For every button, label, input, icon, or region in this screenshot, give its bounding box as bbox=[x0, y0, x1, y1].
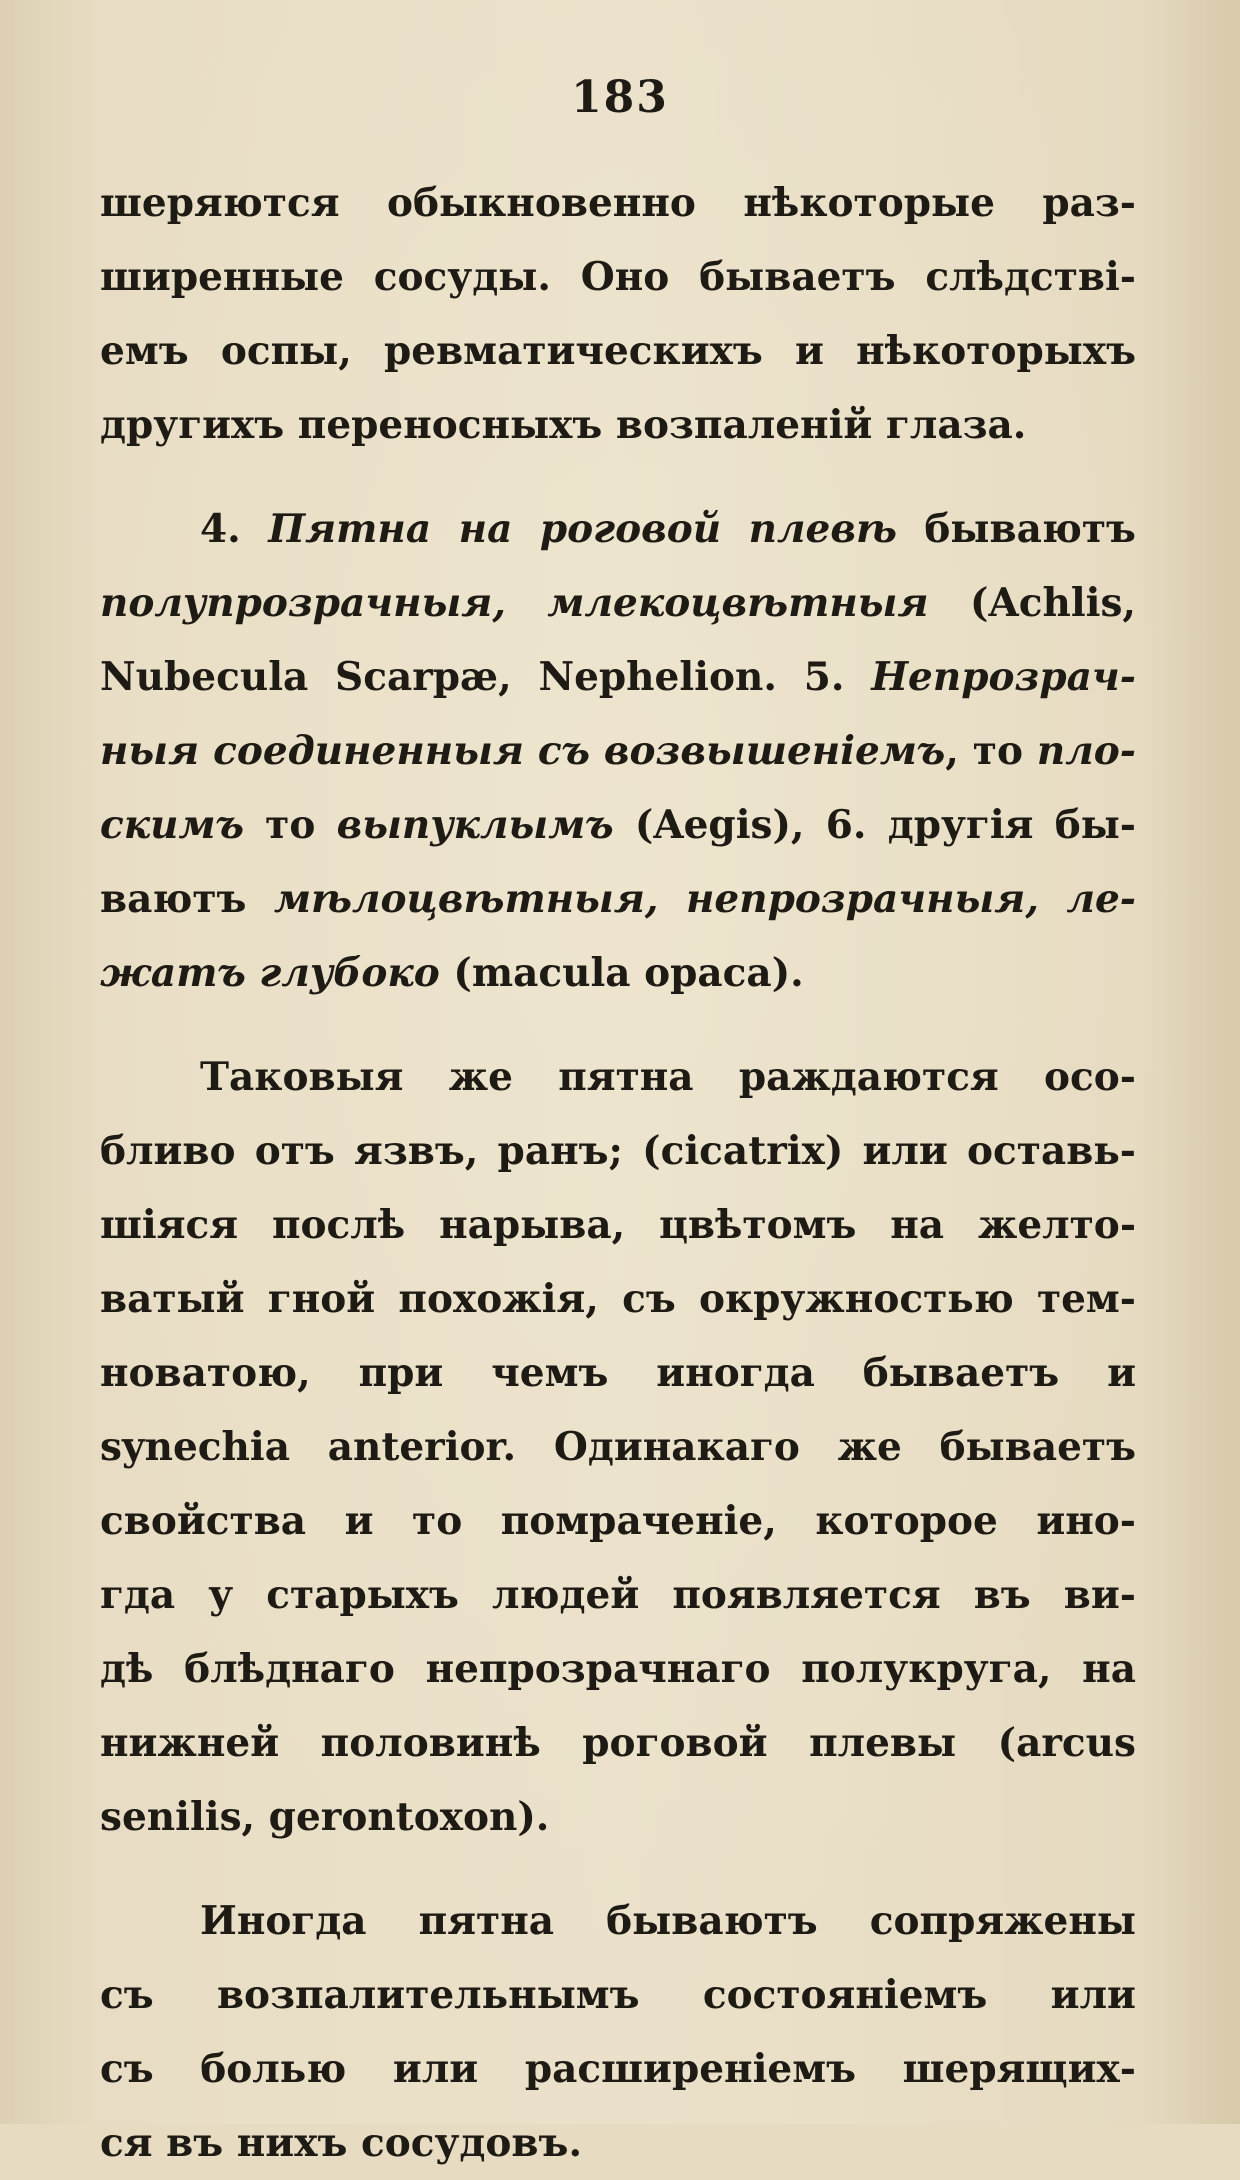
text-line: скимъ то выпуклымъ (Aegis), 6. другiя бы- bbox=[100, 802, 1136, 848]
paragraph-gap bbox=[100, 1010, 1136, 1040]
text-line: новатою, при чемъ иногда бываетъ и bbox=[100, 1350, 1136, 1396]
text-line: другихъ переносныхъ возпаленiй глаза. bbox=[100, 402, 1027, 448]
text-line: полупрозрачныя, млекоцвѣтныя (Achlis, bbox=[100, 580, 1136, 626]
text-line: ся въ нихъ сосудовъ. bbox=[100, 2120, 583, 2166]
text-line: съ болью или расширенiемъ шерящих- bbox=[100, 2046, 1136, 2092]
text-line: емъ оспы, ревматическихъ и нѣкоторыхъ bbox=[100, 328, 1136, 374]
text-line: дѣ блѣднаго непрозрачнаго полукруга, на bbox=[100, 1646, 1136, 1692]
text-line: senilis, gerontoxon). bbox=[100, 1794, 550, 1840]
text-line: synechia anterior. Одинакаго же бываетъ bbox=[100, 1424, 1136, 1470]
text-line: шiяся послѣ нарыва, цвѣтомъ на желто- bbox=[100, 1202, 1136, 1248]
paragraph-3 bbox=[100, 1040, 1136, 1854]
text-line: ныя соединенныя съ возвышенiемъ, то пло- bbox=[100, 728, 1136, 774]
text-line: Таковыя же пятна раждаются осо- bbox=[200, 1054, 1136, 1100]
text-line: ватый гной похожiя, съ окружностью тем- bbox=[100, 1276, 1136, 1322]
text-line: Nubecula Scarpæ, Nephelion. 5. Непрозрач- bbox=[100, 654, 1136, 700]
text-line: 4. Пятна на роговой плевѣ бываютъ bbox=[200, 506, 1136, 552]
text-line: свойства и то помраченiе, которое ино- bbox=[100, 1498, 1136, 1544]
paragraph-2 bbox=[100, 492, 1136, 1010]
text-line: Иногда пятна бываютъ сопряжены bbox=[200, 1898, 1136, 1944]
text-line: бливо отъ язвъ, ранъ; (cicatrix) или оставь- bbox=[100, 1128, 1136, 1174]
paragraph-1 bbox=[100, 166, 1136, 462]
text-line: жатъ глубоко (macula opaca). bbox=[100, 950, 804, 996]
text-line: съ возпалительнымъ состоянiемъ или bbox=[100, 1972, 1136, 2018]
text-line: гда у старыхъ людей появляется въ ви- bbox=[100, 1572, 1136, 1618]
text-line: ширенные сосуды. Оно бываетъ слѣдствi- bbox=[100, 254, 1136, 300]
text-line: шеряются обыкновенно нѣкоторые раз- bbox=[100, 180, 1136, 226]
paragraph-4 bbox=[100, 1884, 1136, 2180]
text-line: нижней половинѣ роговой плевы (arcus bbox=[100, 1720, 1136, 1766]
page-number: 183 bbox=[571, 72, 669, 123]
paragraph-gap bbox=[100, 1854, 1136, 1884]
paragraph-gap bbox=[100, 462, 1136, 492]
text-line: ваютъ мѣлоцвѣтныя, непрозрачныя, ле- bbox=[100, 876, 1136, 922]
page-body bbox=[100, 166, 1136, 2180]
